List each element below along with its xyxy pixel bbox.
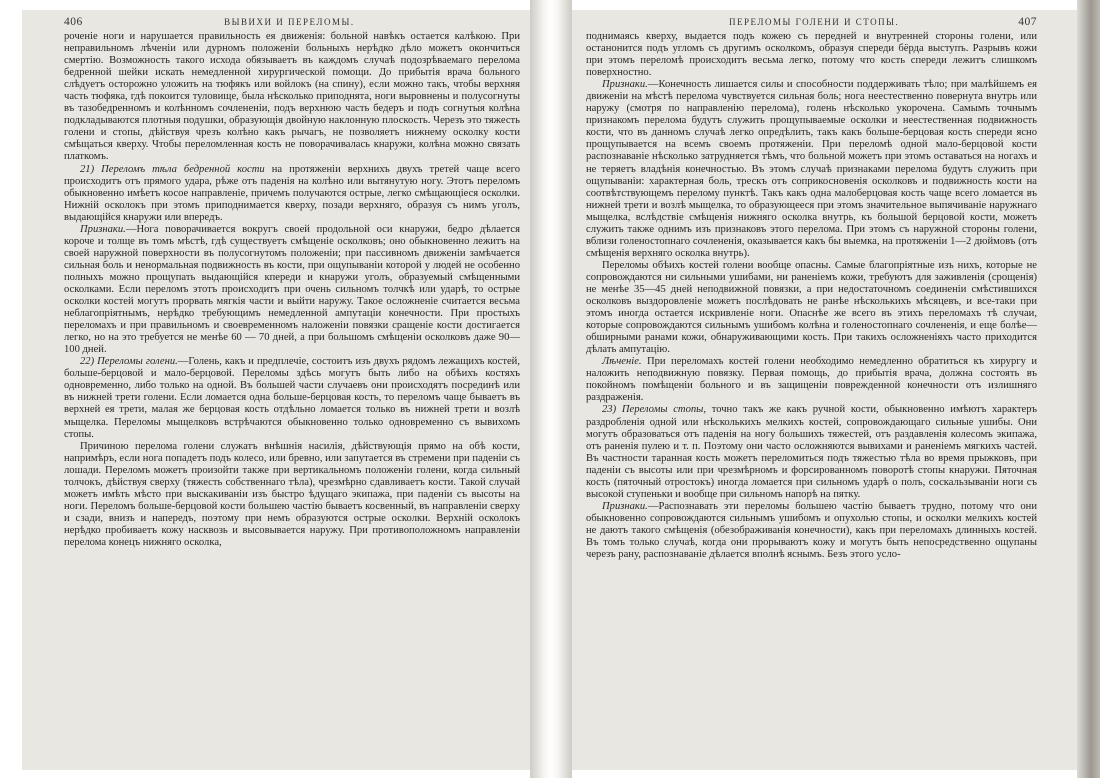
right-page-body xyxy=(586,31,1037,561)
paragraph: роченіе ноги и нарушается правильность ея движенія: больной навѣкъ остается калѣкою. При неправильномъ лѣченіи или дурномъ положеніи больныхъ нерѣдко дѣло можетъ окончиться смертію. Возможность такого исхода обязываетъ въ каждомъ случаѣ подозрѣваемаго перелома бедренной шейки искать немедленной хирургической помощи. До прибытія врача больного слѣдуетъ осторожно уложить на тюфякъ или войлокъ (на спину), если можно такъ, чтобы верхняя часть тюфяка, гдѣ покоится туловище, была нѣсколько приподнята, ноги выровнены и полусогнуты въ тазобедренномъ и колѣнномъ сочлененіи, подъ верхнюю часть бедеръ и подъ согнутыя колѣна подкладываются плотныя подушки, образующія двойную наклонную плоскость. Черезъ это тяжесть голени и стопы, дѣйствуя чрезъ колѣно какъ рычагъ, не позволяетъ нижнему осколку кости смѣщаться кверху. Чтобы переломленная кость не поворачивалась кнаружи, колѣна можно связать платкомъ. xyxy=(64,31,520,163)
right-running-head xyxy=(586,16,1037,28)
book-gutter xyxy=(530,0,572,778)
left-page-body xyxy=(64,31,520,549)
left-page-number: 406 xyxy=(64,16,83,28)
paragraph: Лѣченіе. При переломахъ костей голени необходимо немедленно обратиться къ хирургу и наложить неподвижную повязку. Первая помощь, до прибытія врача, должна состоять въ покойномъ помѣщеніи больного и въ защищеніи поврежденной конечности отъ излишняго раздраженія. xyxy=(586,356,1037,404)
paragraph: Признаки.—Распознавать эти переломы большею частію бываетъ трудно, потому что они обыкновенно сопровождаются сильнымъ ушибомъ и опухолью стопы, и осколки мелкихъ костей не даютъ такого смѣщенія (обезображиванія конечности), какъ при переломахъ длинныхъ костей. Въ томъ только случаѣ, когда они прорываютъ кожу и могутъ быть непосредственно ощупаны черезъ рану, распознаваніе дѣлается вполнѣ яснымъ. Безъ этого усло- xyxy=(586,500,1037,561)
paragraph: 22) Переломы голени.—Голень, какъ и предплечіе, состоитъ изъ двухъ рядомъ лежащихъ костей, больше-берцовой и мало-берцовой. Переломы здѣсь могутъ быть либо на обѣихъ костяхъ одновременно, либо только на одной. Въ большей части случаевъ они происходятъ посрединѣ или въ нижней трети голени. Если ломается одна больше-берцовая кость, то переломъ чаще бываетъ въ верхней ея трети, малая же берцовая кость отдѣльно ломается только въ нижней трети и возлѣ мыщелка. Переломы мыщелковъ встрѣчаются обыкновенно только одновременно съ вывихомъ стопы. xyxy=(64,356,520,440)
page-edge-shadow xyxy=(1077,0,1100,778)
left-page xyxy=(22,10,530,770)
paragraph: Признаки.—Нога поворачивается вокругъ своей продольной оси кнаружи, бедро дѣлается короче и толще въ томъ мѣстѣ, гдѣ существуетъ смѣщеніе осколковъ; оно обыкновенно лежитъ на своей наружной поверхности въ полусогнутомъ положеніи; при пассивномъ движеніи замѣчается сильная боль и ненормальная подвижность въ кости, при ощупываніи которой у людей не особенно полныхъ можно прощупать выдающійся кпереди и кнаружи уголъ, образуемый смѣщенными осколками. Если переломъ этотъ происходитъ при очень сильномъ толчкѣ или ударѣ, то острые осколки костей могутъ прорвать мягкія части и выйти наружу. Такое осложненіе считается весьма неблагопріятнымъ, нерѣдко требующимъ немедленной ампутаціи конечности. При простыхъ переломахъ и при правильномъ и своевременномъ наложеніи повязки сращеніе кости достигается легко, но на это требуется не менѣе 60 — 70 дней, а при большомъ смѣщеніи осколковъ даже 90—100 дней. xyxy=(64,223,520,356)
left-running-title: ВЫВИХИ И ПЕРЕЛОМЫ. xyxy=(224,17,355,27)
right-page xyxy=(572,10,1077,770)
right-page-number: 407 xyxy=(1018,16,1037,28)
left-running-head xyxy=(64,16,520,28)
paragraph: Причиною перелома голени служатъ внѣшнія насилія, дѣйствующія прямо на обѣ кости, напримѣръ, если нога попадетъ подъ колесо, или бревно, или запутается въ стремени при паденіи съ лошади. Переломъ можетъ произойти также при вертикальномъ положеніи голени, когда сильный толчокъ, дѣйствуя сверху (тяжесть собственнаго тѣла), чрезмѣрно сдавливаетъ кости. Такой случай можетъ имѣть мѣсто при выскакиваніи изъ быстро ѣдущаго экипажа, при паденіи съ высоты на ноги. Переломъ больше-берцовой кости большею частію бываетъ косвенный, въ направленіи сверху и сзади, внизъ и напередъ, поэтому при немъ образуются острые осколки. Верхній осколокъ нерѣдко пробиваетъ кожу насквозь и высовывается наружу. При противоположномъ направленіи перелома конецъ нижняго осколка, xyxy=(64,440,520,548)
paragraph: 21) Переломъ тѣла бедренной кости на протяженіи верхнихъ двухъ третей чаще всего происходитъ отъ прямого удара, рѣже отъ паденія на колѣно или вытянутую ногу. Этотъ переломъ обыкновенно имѣетъ косое направленіе, причемъ получаются острые, легко смѣщающіеся осколки. Нижній осколокъ при этомъ приподнимается кверху, позади верхняго, образуя съ нимъ уголъ, выдающійся кнаружи или впередъ. xyxy=(64,163,520,223)
paragraph: Переломы обѣихъ костей голени вообще опасны. Самые благопріятные изъ нихъ, которые не сопровождаются ни сильными ушибами, ни раненіемъ кожи, требуютъ для заживленія (срощенія) не менѣе 35—45 дней неподвижной повязки, а при недостаточномъ соединеніи смѣстившихся осколковъ выздоровленіе можетъ послѣдовать не ранѣе нѣсколькихъ мѣсяцевъ, и все-таки при этомъ иногда остается искривленіе ноги. Опаснѣе же всего въ этихъ переломахъ тѣ случаи, которые сопровождаются сильнымъ ушибомъ колѣна и голеностопнаго сочлененія, и еще болѣе—обширными ранами кожи, обнаруживающими кость. При такихъ осложненіяхъ часто приходится дѣлать ампутацію. xyxy=(586,259,1037,356)
right-running-title: ПЕРЕЛОМЫ ГОЛЕНИ И СТОПЫ. xyxy=(729,17,900,27)
paragraph: 23) Переломы стопы, точно такъ же какъ ручной кости, обыкновенно имѣютъ характеръ раздробленія одной или нѣсколькихъ мелкихъ костей, сопровождающаго сильные ушибы. Они могутъ образоваться отъ паденія на ногу большихъ тяжестей, отъ раздавленія колесомъ экипажа, отъ раненія пулею и т. п. Поэтому они часто осложняются вывихами и раненіемъ мягкихъ частей. Въ частности таранная кость можетъ переломиться подъ тяжестью тѣла во время прыжковъ, при паденіи съ высоты или при чрезмѣрномъ и форсированномъ поворотѣ стопы кнаружи. Пяточная кость (пяточный отростокъ) иногда ломается при сильномъ ударѣ о полъ, соскальзываніи ноги съ высокой ступеньки и вообще при сильномъ напорѣ на пятку. xyxy=(586,404,1037,500)
paragraph: Признаки.—Конечность лишается силы и способности поддерживать тѣло; при малѣйшемъ ея движеніи на мѣстѣ перелома чувствуется сильная боль; нога неестественно повернута внутрь или наружу (смотря по направленію перелома), голень нѣсколько укорочена. Самымъ точнымъ признакомъ перелома будутъ служить прощупываемые осколки и неестественная подвижность кости, что въ данномъ случаѣ легко опредѣлить, такъ какъ больше-берцовая кость спереди ясно прощупывается на всемъ своемъ протяженіи. При переломѣ одной мало-берцовой кости распознаваніе нѣсколько затрудняется тѣмъ, что больной можетъ при этомъ оставаться на ногахъ и не теряетъ владѣнія конечностью. Въ этомъ случаѣ признаками перелома будутъ служить при ощупываніи: характерная боль, трескъ отъ соприкосновенія осколковъ и подвижность кости на соотвѣтствующемъ перелому пунктѣ. Такъ какъ одна малоберцовая кость чаще всего ломается въ нижней трети и возлѣ мыщелка, то образующееся при этомъ значительное выпячиваніе наружнаго мыщелка, вслѣдствіе смѣщенія нижняго осколка внутрь, къ большой берцовой кости, можетъ служить также однимъ изъ признаковъ этого перелома. При этомъ съ наружной стороны голени, вблизи голеностопнаго сочлененія, оказывается какъ бы выемка, на протяженіи 1—2 дюймовъ (отъ смѣщенія верхняго осколка внутрь). xyxy=(586,79,1037,259)
paragraph: поднимаясь кверху, выдается подъ кожею съ передней и внутренней стороны голени, или останонится подъ угломъ съ другимъ осколкомъ, образуя спереди бёрда выступъ. Разрывъ кожи при этомъ переломѣ происходитъ весьма легко, потому что кость спереди лежитъ слишкомъ поверхностно. xyxy=(586,31,1037,79)
